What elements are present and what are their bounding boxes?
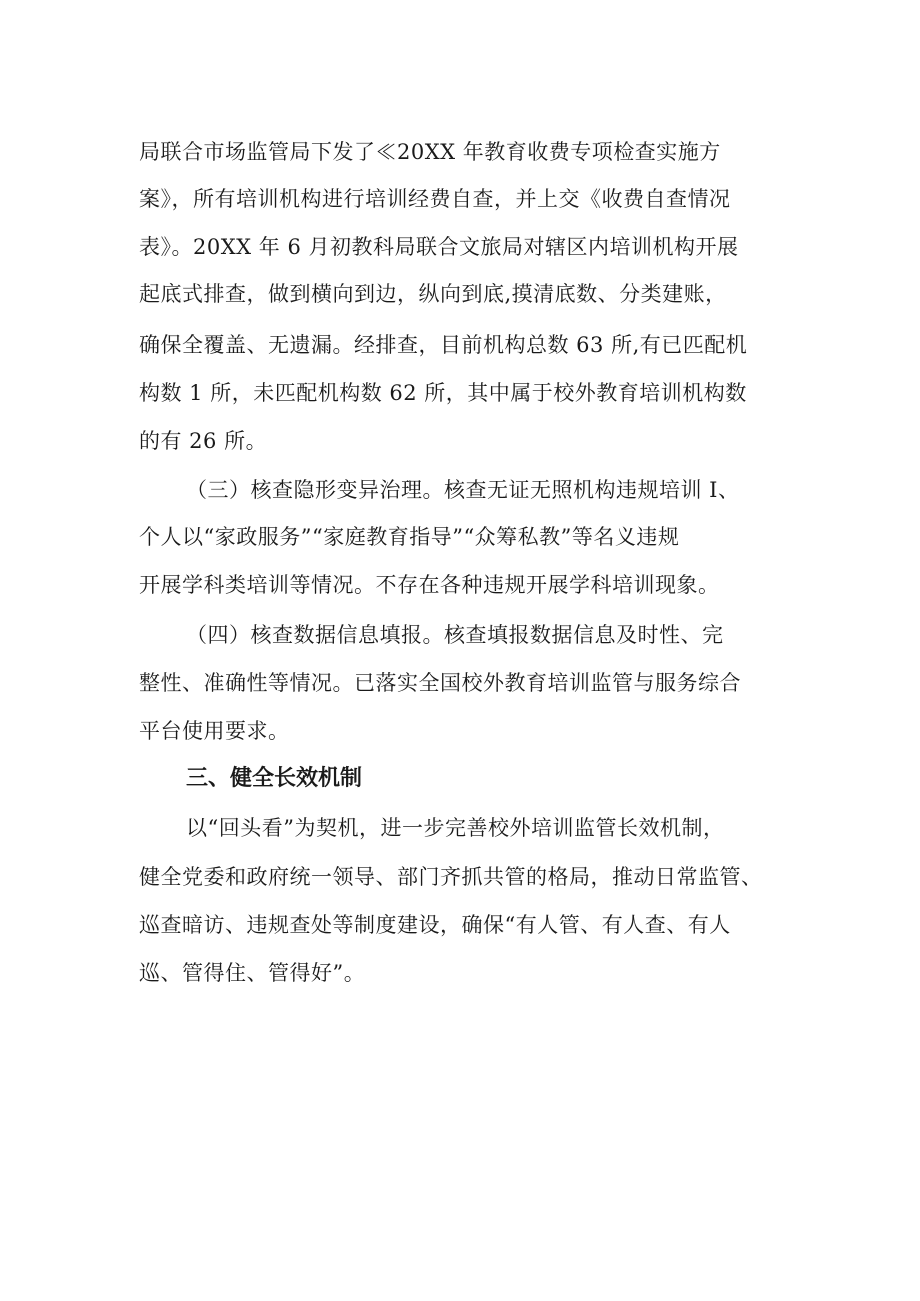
paragraph-line: （四）核查数据信息填报。核查填报数据信息及时性、完 bbox=[186, 623, 724, 647]
paragraph-line: 局联合市场监管局下发了≪20XX 年教育收费专项检查实施方 bbox=[139, 140, 721, 164]
paragraph-line: 确保全覆盖、无遗漏。经排查，目前机构总数 63 所,有已匹配机 bbox=[139, 333, 748, 357]
paragraph-line: 巡、管得住、管得好”。 bbox=[139, 961, 366, 985]
paragraph-line: 表》。20XX 年 6 月初教科局联合文旅局对辖区内培训机构开展 bbox=[139, 235, 739, 259]
paragraph-line: 平台使用要求。 bbox=[139, 719, 290, 743]
paragraph-line: 健全党委和政府统一领导、部门齐抓共管的格局，推动日常监管、 bbox=[139, 865, 763, 889]
paragraph-line: 的有 26 所。 bbox=[139, 429, 268, 453]
paragraph-line: （三）核查隐形变异治理。核查无证无照机构违规培训 I、 bbox=[186, 478, 740, 502]
paragraph-line: 案》，所有培训机构进行培训经费自查，并上交《收费自查情况 bbox=[139, 187, 731, 211]
section-heading: 三、健全长效机制 bbox=[186, 766, 363, 791]
paragraph-line: 开展学科类培训等情况。不存在各种违规开展学科培训现象。 bbox=[139, 573, 720, 597]
paragraph-line: 以“回头看”为契机，进一步完善校外培训监管长效机制， bbox=[186, 816, 725, 840]
paragraph-line: 起底式排查，做到横向到边，纵向到底,摸清底数、分类建账， bbox=[139, 282, 727, 306]
paragraph-line: 构数 1 所，未匹配机构数 62 所，其中属于校外教育培训机构数 bbox=[139, 381, 747, 405]
paragraph-line: 个人以“家政服务”“家庭教育指导”“众筹私教”等名义违规 bbox=[139, 525, 680, 549]
paragraph-line: 整性、准确性等情况。已落实全国校外教育培训监管与服务综合 bbox=[139, 671, 741, 695]
paragraph-line: 巡查暗访、违规查处等制度建设，确保“有人管、有人查、有人 bbox=[139, 913, 731, 937]
